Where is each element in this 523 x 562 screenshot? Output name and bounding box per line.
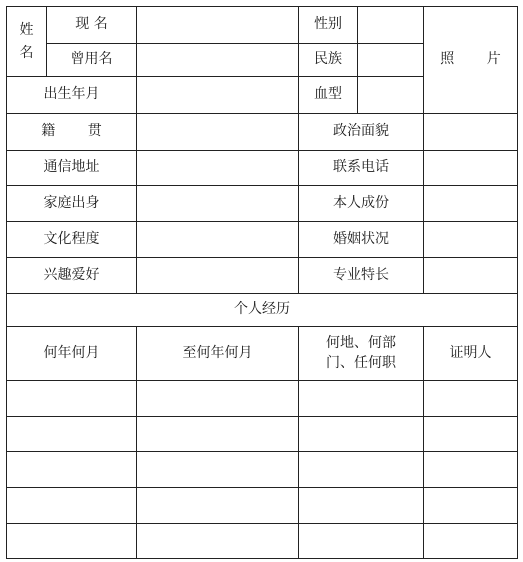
native-place-label: 籍 贯 xyxy=(6,113,137,151)
native-place-field[interactable] xyxy=(136,113,299,151)
experience-header-place-position: 何地、何部门、任何职 xyxy=(298,326,424,381)
experience-row-2-end[interactable] xyxy=(136,416,299,452)
current-name-label: 现 名 xyxy=(46,6,137,44)
experience-header-end: 至何年何月 xyxy=(136,326,299,381)
education-field[interactable] xyxy=(136,221,299,258)
marital-status-label: 婚姻状况 xyxy=(298,221,424,258)
experience-row-2-start[interactable] xyxy=(6,416,137,452)
political-status-field[interactable] xyxy=(423,113,518,151)
experience-row-3-witness[interactable] xyxy=(423,451,518,488)
experience-row-2-place[interactable] xyxy=(298,416,424,452)
experience-row-1-witness[interactable] xyxy=(423,380,518,417)
birth-date-field[interactable] xyxy=(136,76,299,114)
experience-row-3-place[interactable] xyxy=(298,451,424,488)
address-field[interactable] xyxy=(136,150,299,186)
experience-header-witness: 证明人 xyxy=(423,326,518,381)
personal-status-field[interactable] xyxy=(423,185,518,222)
blood-type-label: 血型 xyxy=(298,76,358,114)
experience-row-3-start[interactable] xyxy=(6,451,137,488)
address-label: 通信地址 xyxy=(6,150,137,186)
family-background-label: 家庭出身 xyxy=(6,185,137,222)
political-status-label: 政治面貌 xyxy=(298,113,424,151)
hobbies-field[interactable] xyxy=(136,257,299,294)
specialty-label: 专业特长 xyxy=(298,257,424,294)
hobbies-label: 兴趣爱好 xyxy=(6,257,137,294)
experience-section-title: 个人经历 xyxy=(6,293,518,327)
name-group-char-1: 姓 xyxy=(19,22,34,39)
gender-label: 性别 xyxy=(298,6,358,44)
photo-label: 照 片 xyxy=(440,51,515,68)
phone-label: 联系电话 xyxy=(298,150,424,186)
experience-row-3-end[interactable] xyxy=(136,451,299,488)
ethnicity-field[interactable] xyxy=(357,43,424,77)
experience-row-5-start[interactable] xyxy=(6,523,137,559)
experience-row-4-witness[interactable] xyxy=(423,487,518,524)
blood-type-field[interactable] xyxy=(357,76,424,114)
experience-row-4-start[interactable] xyxy=(6,487,137,524)
family-background-field[interactable] xyxy=(136,185,299,222)
ethnicity-label: 民族 xyxy=(298,43,358,77)
experience-row-1-place[interactable] xyxy=(298,380,424,417)
photo-box[interactable] xyxy=(423,6,518,114)
former-name-label: 曾用名 xyxy=(46,43,137,77)
birth-date-label: 出生年月 xyxy=(6,76,137,114)
experience-row-4-place[interactable] xyxy=(298,487,424,524)
experience-row-1-end[interactable] xyxy=(136,380,299,417)
education-label: 文化程度 xyxy=(6,221,137,258)
experience-row-5-witness[interactable] xyxy=(423,523,518,559)
experience-header-start: 何年何月 xyxy=(6,326,137,381)
former-name-field[interactable] xyxy=(136,43,299,77)
experience-row-5-place[interactable] xyxy=(298,523,424,559)
experience-row-5-end[interactable] xyxy=(136,523,299,559)
specialty-field[interactable] xyxy=(423,257,518,294)
name-group-char-2: 名 xyxy=(19,44,34,61)
marital-status-field[interactable] xyxy=(423,221,518,258)
personal-status-label: 本人成份 xyxy=(298,185,424,222)
experience-row-1-start[interactable] xyxy=(6,380,137,417)
phone-field[interactable] xyxy=(423,150,518,186)
name-group-label xyxy=(6,6,47,77)
experience-row-2-witness[interactable] xyxy=(423,416,518,452)
experience-row-4-end[interactable] xyxy=(136,487,299,524)
current-name-field[interactable] xyxy=(136,6,299,44)
gender-field[interactable] xyxy=(357,6,424,44)
